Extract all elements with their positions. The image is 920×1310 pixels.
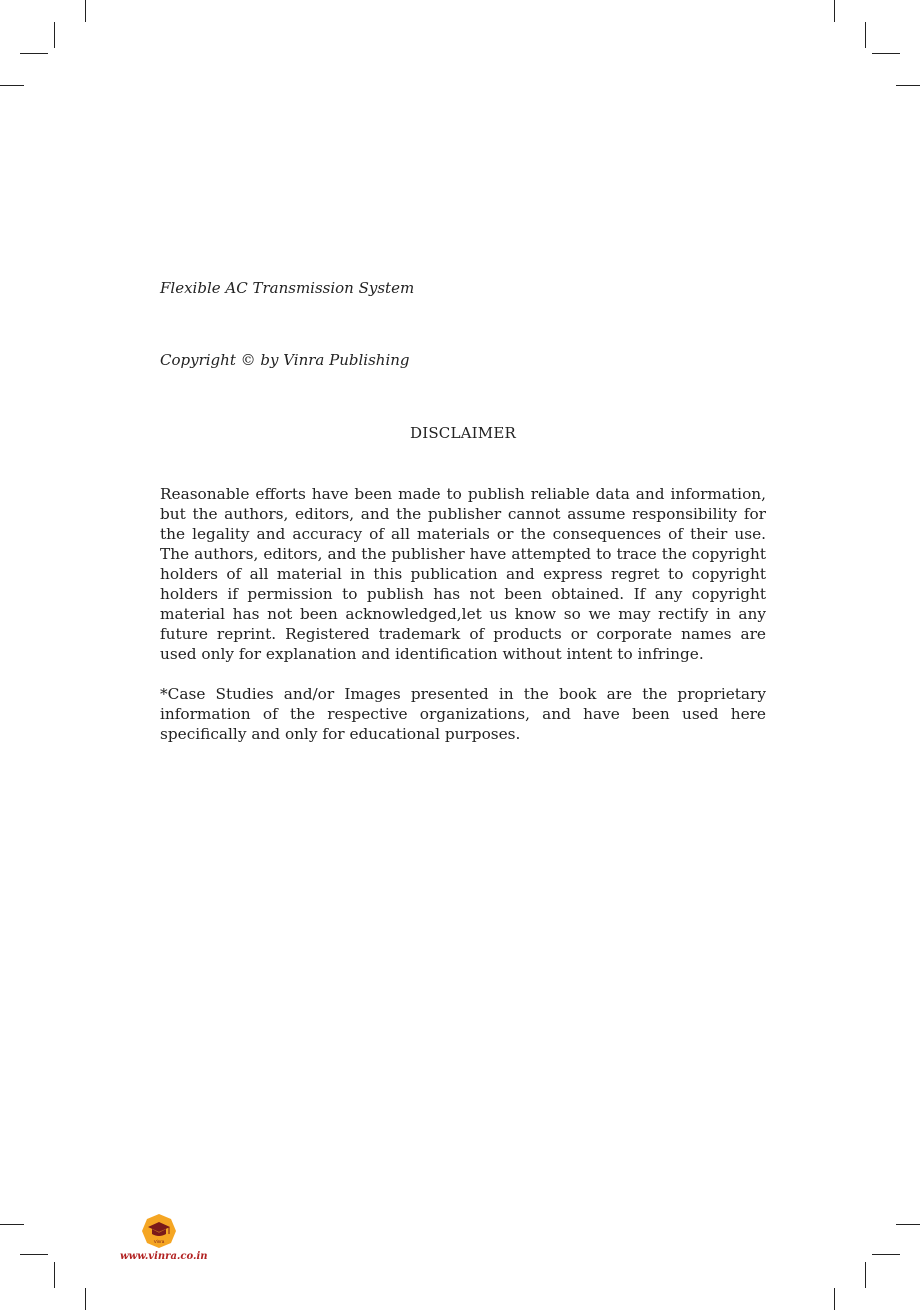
crop-mark <box>20 1254 48 1255</box>
crop-mark <box>834 0 835 22</box>
crop-mark <box>0 1224 24 1225</box>
graduation-cap-icon <box>141 1213 177 1249</box>
crop-mark <box>865 1262 866 1288</box>
publisher-logo <box>141 1213 177 1249</box>
book-title: Flexible AC Transmission System <box>160 279 415 297</box>
crop-mark <box>896 85 920 86</box>
crop-mark <box>85 1288 86 1310</box>
crop-mark <box>54 22 55 48</box>
crop-mark <box>20 53 48 54</box>
crop-mark <box>0 85 24 86</box>
crop-mark <box>834 1288 835 1310</box>
disclaimer-paragraph: Reasonable efforts have been made to publish reliable data and information, but the authors, editors, and the publisher cannot assume responsibility for the legality and accuracy of all materials or the consequences of their use. The authors, editors, and the publisher have attempted to trace the copyright holders of all material in this publication and express regret to copyright holders if permission to publish has not been obtained. If any copyright material has not been acknowledged,let us know so we may rectify in any future reprint. Registered trademark of products or corporate names are used only for explanation and identification without intent to infringe. <box>160 485 766 663</box>
crop-mark <box>54 1262 55 1288</box>
crop-mark <box>865 22 866 48</box>
disclaimer-heading: DISCLAIMER <box>409 424 517 442</box>
crop-mark <box>872 53 900 54</box>
publisher-url[interactable]: www.vinra.co.in <box>120 1251 208 1262</box>
case-studies-note: *Case Studies and/or Images presented in the book are the proprietary information of the respective organizations, and have been used here specifically and only for educational purposes. <box>160 685 766 743</box>
crop-mark <box>872 1254 900 1255</box>
copyright-notice: Copyright © by Vinra Publishing <box>160 351 410 369</box>
crop-mark <box>85 0 86 22</box>
logo-badge-text: Vinra <box>153 1239 165 1244</box>
crop-mark <box>896 1224 920 1225</box>
